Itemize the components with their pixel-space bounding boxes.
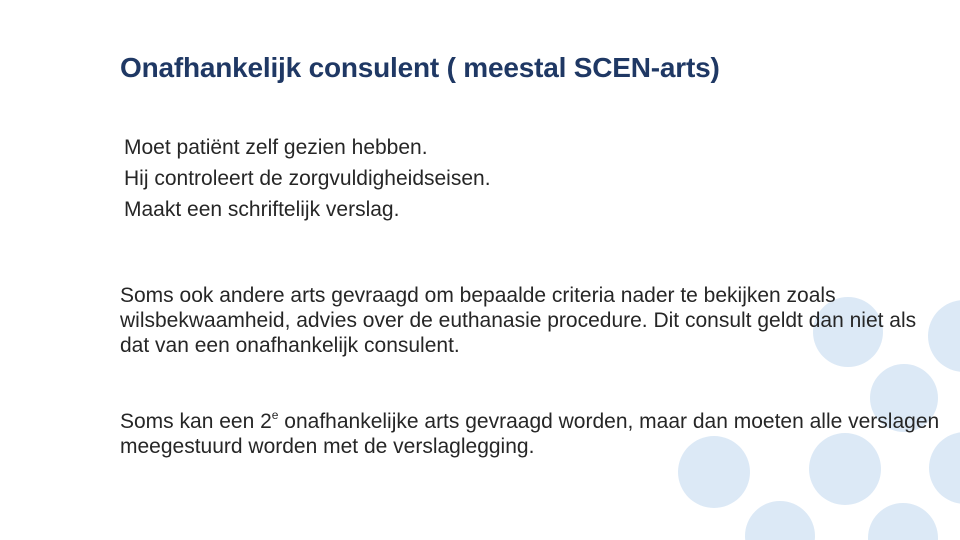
paragraph-other-doctor: Soms ook andere arts gevraagd om bepaalde criteria nader te bekijken zoals wilsbekwaamheid, advies over de euthanasie procedure. Dit consult geldt dan niet als dat van een onafhankelijk consulent. bbox=[120, 284, 917, 357]
paragraph-second-consultant bbox=[120, 409, 940, 459]
slide-title: Onafhankelijk consulent ( meestal SCEN-arts) bbox=[120, 52, 720, 83]
requirement-list bbox=[124, 132, 491, 225]
paragraph-text-start: Soms kan een 2 bbox=[120, 410, 272, 433]
decor-circle bbox=[868, 503, 938, 540]
requirement-line: Hij controleert de zorgvuldigheidseisen. bbox=[124, 167, 491, 190]
paragraph-text-end: onafhankelijke arts gevraagd worden, maar dan moeten alle verslagen meegestuurd worden met de verslaglegging. bbox=[120, 410, 940, 458]
superscript-e: e bbox=[271, 408, 279, 422]
requirement-line: Moet patiënt zelf gezien hebben. bbox=[124, 136, 428, 159]
decor-circle bbox=[745, 501, 815, 540]
requirement-line: Maakt een schriftelijk verslag. bbox=[124, 198, 400, 221]
